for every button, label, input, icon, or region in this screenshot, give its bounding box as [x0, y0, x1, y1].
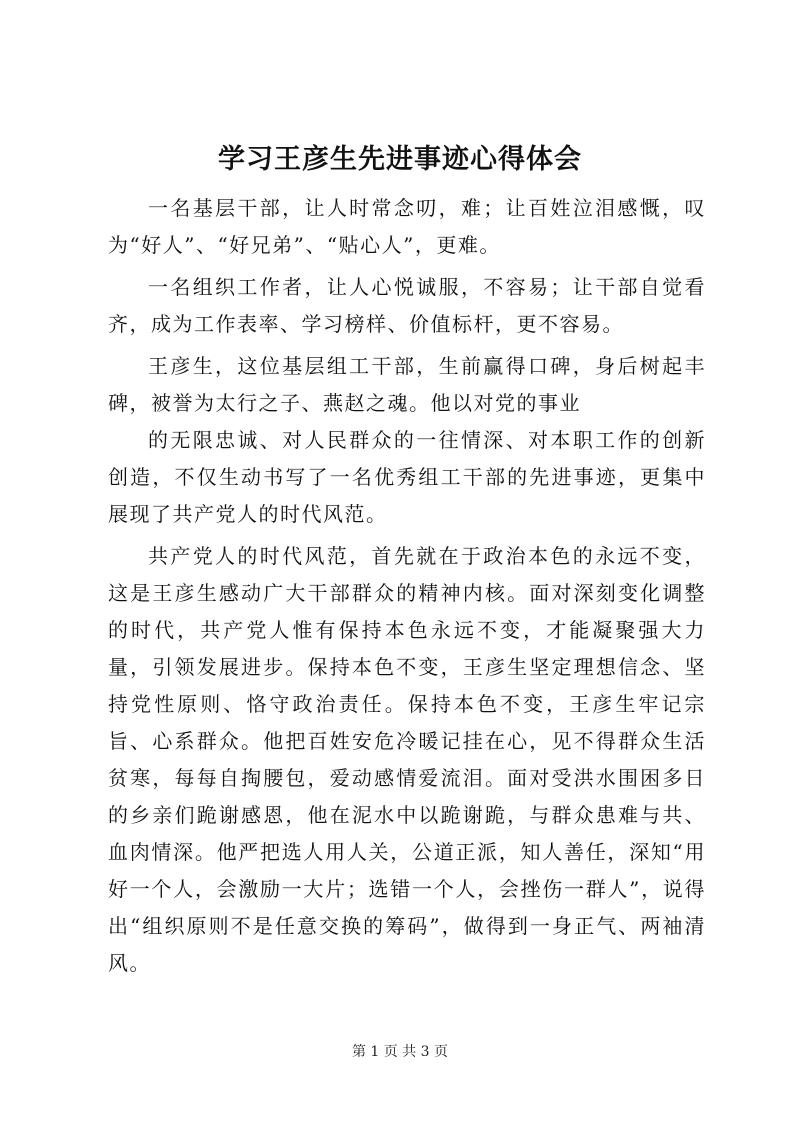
paragraph-3: 王彦生，这位基层组工干部，生前赢得口碑，身后树起丰碑，被誉为太行之子、燕赵之魂。他以对党的事业: [108, 354, 706, 415]
paragraph-1: 一名基层干部，让人时常念叨，难；让百姓泣泪感慨，叹为“好人”、“好兄弟”、“贴心人”，更难。: [108, 196, 706, 257]
paragraph-4: 的无限忠诚、对人民群众的一往情深、对本职工作的创新创造，不仅生动书写了一名优秀组工干部的先进事迹，更集中展现了共产党人的时代风范。: [108, 428, 706, 526]
document-body: [108, 190, 706, 987]
document-title: 学习王彦生先进事迹心得体会: [218, 144, 582, 175]
page-number-footer: 第 1 页 共 3 页: [351, 1044, 449, 1060]
paragraph-2: 一名组织工作者，让人心悦诚服，不容易；让干部自觉看齐，成为工作表率、学习榜样、价值标杆，更不容易。: [108, 275, 706, 336]
paragraph-5: 共产党人的时代风范，首先就在于政治本色的永远不变，这是王彦生感动广大干部群众的精神内核。面对深刻变化调整的时代，共产党人惟有保持本色永远不变，才能凝聚强大力量，引领发展进步。保持本色不变，王彦生坚定理想信念、坚持党性原则、恪守政治责任。保持本色不变，王彦生牢记宗旨、心系群众。他把百姓安危冷暖记挂在心，见不得群众生活贫寒，每每自掏腰包，爱动感情爱流泪。面对受洪水围困多日的乡亲们跪谢感恩，他在泥水中以跪谢跪，与群众患难与共、血肉情深。他严把选人用人关，公道正派，知人善任，深知“用好一个人，会激励一大片；选错一个人，会挫伤一群人”，说得出“组织原则不是任意交换的筹码”，做得到一身正气、两袖清风。: [108, 544, 706, 975]
